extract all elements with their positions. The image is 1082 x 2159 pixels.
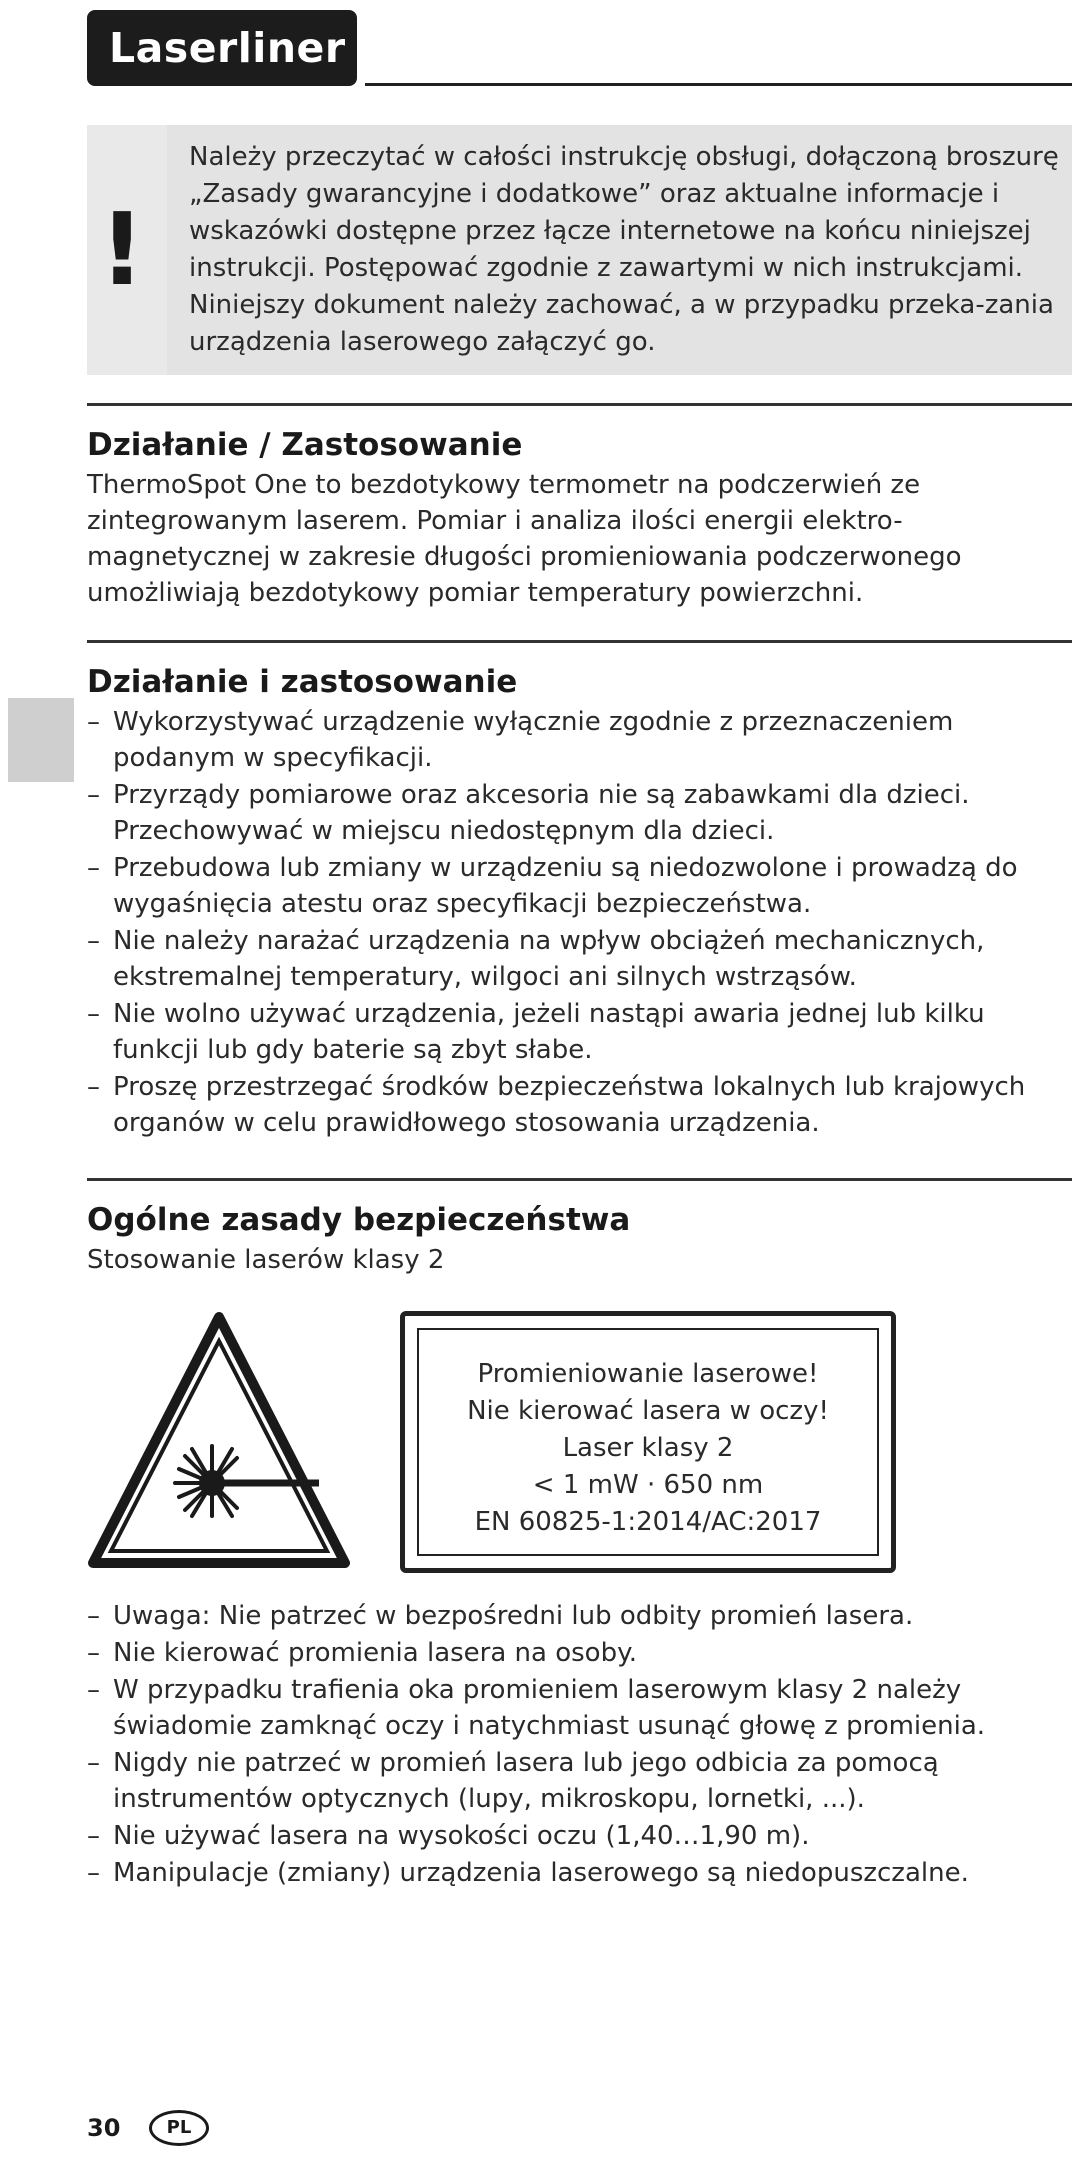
list-item: – Nie używać lasera na wysokości oczu (1,40…1,90 m). [87,1818,1077,1854]
notice-box [87,125,1072,375]
list-item: – Nie wolno używać urządzenia, jeżeli nastąpi awaria jednej lub kilku funkcji lub gdy baterie są zbyt słabe. [87,996,1077,1068]
label-line: EN 60825-1:2014/AC:2017 [474,1507,822,1537]
usage-list [87,704,1077,1141]
safety-list-section [87,1598,1077,1892]
list-item: – Przyrządy pomiarowe oraz akcesoria nie są zabawkami dla dzieci. Przechowywać w miejscu niedostępnym dla dzieci. [87,777,1077,849]
label-line: Promieniowanie laserowe! [477,1359,819,1389]
list-item: – Proszę przestrzegać środków bezpieczeństwa lokalnych lub krajowych organów w celu prawidłowego stosowania urządzenia. [87,1069,1077,1141]
list-item: – W przypadku trafienia oka promieniem laserowym klasy 2 należy świadomie zamknąć oczy i natychmiast usunąć głowę z promienia. [87,1672,1077,1744]
list-item: – Nigdy nie patrzeć w promień lasera lub jego odbicia za pomocą instrumentów optycznych (lupy, mikroskopu, lornetki, ...). [87,1745,1077,1817]
laser-label-inner [417,1328,879,1556]
laser-warning-icon [87,1311,351,1573]
safety-list [87,1598,1077,1891]
usage-section [87,662,1077,1142]
function-heading: Działanie / Zastosowanie [87,427,523,463]
laser-label [400,1311,896,1573]
section-divider [87,640,1072,643]
list-item: – Przebudowa lub zmiany w urządzeniu są niedozwolone i prowadzą do wygaśnięcia atestu oraz specyfikacji bezpieczeństwa. [87,850,1077,922]
section-divider [87,403,1072,406]
label-line: Laser klasy 2 [562,1433,734,1463]
language-badge: PL [149,2110,209,2146]
safety-subheading: Stosowanie laserów klasy 2 [87,1245,445,1275]
list-item: – Nie należy narażać urządzenia na wpływ obciążeń mechanicznych, ekstremalnej temperatury, wilgoci ani silnych wstrząsów. [87,923,1077,995]
brand-logo: Laserliner [87,10,357,86]
label-line: < 1 mW · 650 nm [532,1470,764,1500]
label-line: Nie kierować lasera w oczy! [467,1396,829,1426]
safety-heading: Ogólne zasady bezpieczeństwa [87,1202,631,1238]
side-tab-marker [8,698,74,782]
page-number: 30 [87,2114,121,2142]
safety-section [87,1200,1077,1278]
section-divider [87,1178,1072,1181]
header-rule [365,83,1072,86]
function-section [87,425,1077,611]
list-item: – Manipulacje (zmiany) urządzenia laserowego są niedopuszczalne. [87,1855,1077,1891]
exclamation-icon: ! [99,191,145,308]
function-text: ThermoSpot One to bezdotykowy termometr na podczerwień ze zintegrowanym laserem. Pomiar i analiza ilości energii elektro-magnetycznej w zakresie długości promieniowania podczerwonego umożliwiają bezdotykowy pomiar temperatury powierzchni. [87,470,962,608]
list-item: – Uwaga: Nie patrzeć w bezpośredni lub odbity promień lasera. [87,1598,1077,1634]
notice-text: Należy przeczytać w całości instrukcję obsługi, dołączoną broszurę „Zasady gwarancyjne i dodatkowe” oraz aktualne informacje i wskazówki dostępne przez łącze internetowe na końcu niniejszej instrukcji. Postępować zgodnie z zawartymi w nich instrukcjami. Niniejszy dokument należy zachować, a w przypadku przeka-zania urządzenia laserowego załączyć go. [167,125,1072,375]
usage-heading: Działanie i zastosowanie [87,664,518,700]
list-item: – Nie kierować promienia lasera na osoby. [87,1635,1077,1671]
list-item: – Wykorzystywać urządzenie wyłącznie zgodnie z przeznaczeniem podanym w specyfikacji. [87,704,1077,776]
